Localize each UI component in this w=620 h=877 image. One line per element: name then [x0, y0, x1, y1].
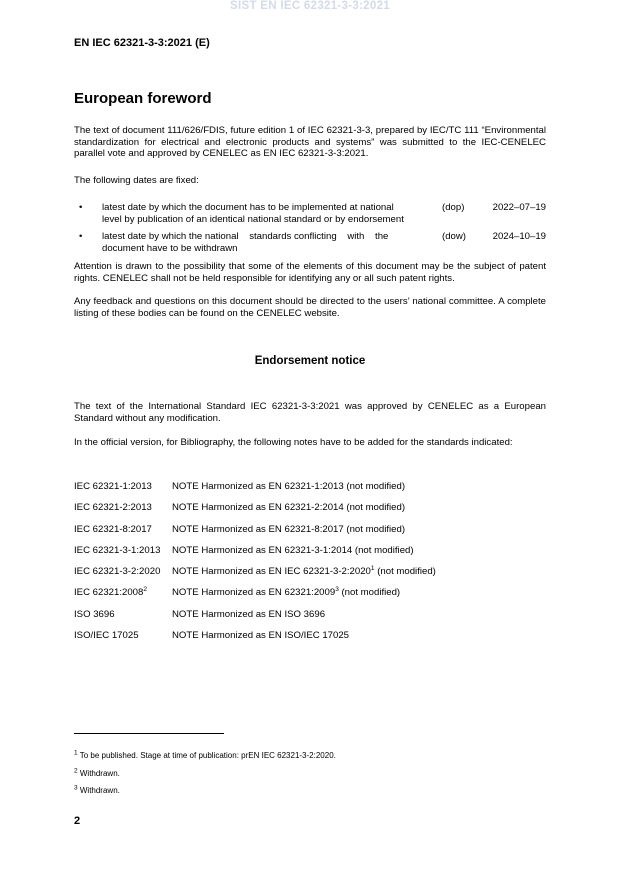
note-text: NOTE Harmonized as EN 62321-2:2014 (not modified) — [172, 502, 406, 514]
standard-ref: IEC 62321-3-2:2020 — [74, 566, 161, 578]
list-item — [74, 502, 546, 523]
note-text-main: NOTE Harmonized as EN 62321:2009 — [172, 587, 336, 599]
footnote-number: 1 — [74, 749, 78, 757]
standard-ref-main: IEC 62321:2008 — [74, 587, 144, 599]
dates-list — [74, 202, 546, 254]
footnote — [74, 769, 120, 778]
list-item — [74, 566, 546, 587]
footnote-number: 3 — [74, 784, 78, 792]
standard-ref: IEC 62321-1:2013 — [74, 481, 152, 492]
list-item — [74, 545, 546, 566]
note-text: NOTE Harmonized as EN ISO/IEC 17025 — [172, 630, 350, 642]
note-text: NOTE Harmonized as EN ISO 3696 — [172, 608, 326, 620]
list-item — [74, 202, 546, 225]
list-item — [74, 609, 546, 630]
list-item — [74, 524, 546, 545]
footnote-text: Withdrawn. — [79, 786, 120, 795]
footnote-number: 2 — [74, 767, 78, 775]
standard-ref: IEC 62321-3-1:2013 — [74, 544, 161, 556]
list-item — [74, 587, 546, 608]
endorsement-paragraph-1: The text of the International Standard IEC 62321-3-3:2021 was approved by CENELEC as a European Standard without any modification. — [74, 401, 546, 424]
note-text: NOTE Harmonized as EN 62321-1:2013 (not modified) — [172, 481, 406, 492]
standards-notes-list — [74, 481, 546, 651]
foreword-heading: European foreword — [74, 90, 212, 107]
bullet-text: latest date by which the document has to be implemented at national — [102, 202, 394, 213]
endorsement-heading: Endorsement notice — [254, 355, 366, 367]
note-text — [172, 587, 546, 608]
standard-ref: ISO/IEC 17025 — [74, 630, 139, 642]
bullet-text-continued: document have to be withdrawn — [102, 242, 238, 254]
foreword-paragraph-3: Attention is drawn to the possibility that some of the elements of this document may be the subject of patent rights. CENELEC shall not be held responsible for identifying any or all such patent rights. — [74, 261, 546, 284]
note-text-tail: (not modified) — [374, 566, 436, 578]
bullet-date: 2024–10–19 — [492, 231, 546, 242]
standard-ref: IEC 62321-8:2017 — [74, 523, 152, 535]
list-item — [74, 481, 546, 502]
list-item — [74, 231, 546, 254]
foreword-paragraph-2: The following dates are fixed: — [74, 175, 199, 186]
standard-ref: IEC 62321-2:2013 — [74, 502, 152, 514]
footnote-separator — [74, 733, 224, 734]
note-text-main: NOTE Harmonized as EN IEC 62321-3-2:2020 — [172, 566, 371, 578]
endorsement-paragraph-2: In the official version, for Bibliography, the following notes have to be added for the standards indicated: — [74, 437, 513, 448]
note-text: NOTE Harmonized as EN 62321-8:2017 (not modified) — [172, 523, 406, 535]
note-text: NOTE Harmonized as EN 62321-3-1:2014 (not modified) — [172, 544, 414, 556]
footnote — [74, 751, 336, 760]
note-text — [172, 566, 546, 587]
bullet-text-continued: level by publication of an identical national standard or by endorsement — [102, 213, 404, 225]
bullet-code: (dop) — [442, 202, 465, 213]
note-text-tail: (not modified) — [338, 587, 401, 599]
document-identifier: EN IEC 62321-3-3:2021 (E) — [74, 37, 210, 49]
standard-ref — [74, 587, 172, 608]
footnote-text: To be published. Stage at time of publication: prEN IEC 62321-3-2:2020. — [79, 751, 336, 760]
bullet-code: (dow) — [442, 231, 466, 242]
watermark: SIST EN IEC 62321-3-3:2021 — [230, 0, 390, 12]
footnote-marker: 1 — [370, 565, 375, 572]
list-item — [74, 630, 546, 651]
foreword-paragraph-4: Any feedback and questions on this document should be directed to the users’ national committee. A complete listing of these bodies can be found on the CENELEC website. — [74, 296, 546, 319]
footnote-marker: 2 — [143, 586, 147, 594]
footnote-text: Withdrawn. — [79, 769, 120, 778]
standard-ref: ISO 3696 — [74, 608, 115, 620]
bullet-icon: • — [79, 202, 83, 213]
footnote — [74, 786, 120, 795]
page-number: 2 — [74, 815, 81, 827]
foreword-paragraph-1: The text of document 111/626/FDIS, future edition 1 of IEC 62321-3-3, prepared by IEC/TC 111 “Environmental standardization for electrical and electronic products and systems” was submitted to the IEC-CENELEC parallel vote and approved by CENELEC as EN IEC 62321-3-3:2021. — [74, 125, 546, 159]
bullet-date: 2022–07–19 — [492, 202, 546, 213]
footnote-marker: 3 — [335, 586, 339, 594]
bullet-text: latest date by which the national standards conflicting with the — [102, 231, 389, 242]
bullet-icon: • — [79, 231, 83, 242]
